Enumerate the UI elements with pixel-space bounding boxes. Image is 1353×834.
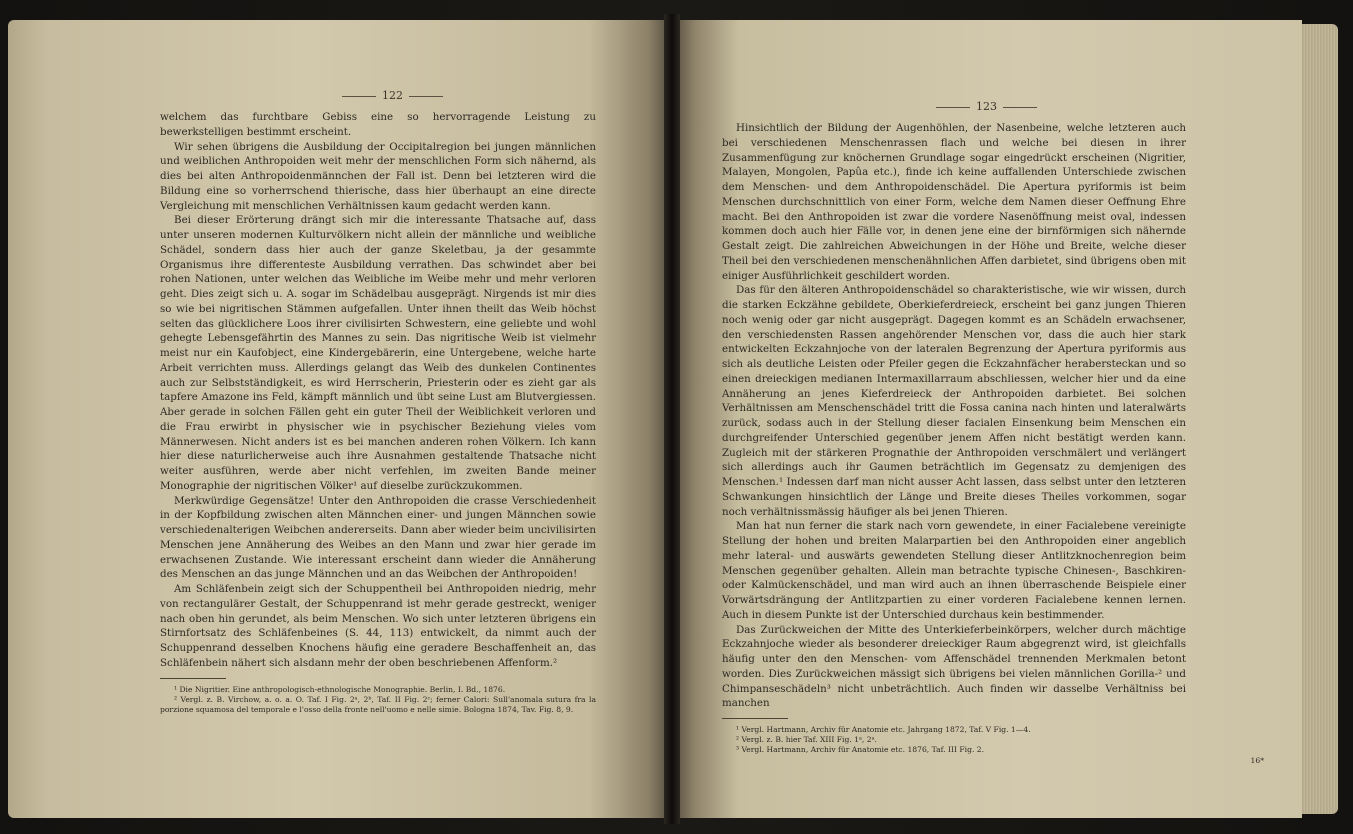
page-number-left <box>336 89 449 102</box>
paragraph: Wir sehen übrigens die Ausbildung der Occipitalregion bei jungen männlichen und weiblichen Anthropoiden weit mehr der menschlichen Form sich nähernd, als dies bei alten Anthropoidenmännchen der Fall ist. Denn bei letzteren wird die Bildung eine so vorherrschend thierische, dass hier überhaupt an eine directe Vergleichung mit menschlichen Verhältnissen kaum gedacht werden kann. <box>160 140 596 212</box>
paragraph: Bei dieser Erörterung drängt sich mir die interessante Thatsache auf, dass unter unseren modernen Kulturvölkern nicht allein der männliche und weibliche Schädel, sondern dass hier auch der ganze Skeletbau, ja der gesammte Organismus ihre differenteste Ausbildung verrathen. Das schwindet aber bei rohen Nationen, unter welchen das Weibliche im Weibe mehr und mehr verloren geht. Dies zeigt sich u. A. sogar im Schädelbau ausgeprägt. Nirgends ist mir dies so wie bei nigritischen Stämmen aufgefallen. Unter ihnen theilt das Weib höchst selten das glücklichere Loos ihrer civilisirten Schwestern, eine geliebte und wohl gehegte Lebensgefährtin des Mannes zu sein. Das nigritische Weib ist vielmehr meist nur ein Kaufobject, eine Kindergebärerin, eine Untergebene, welche harte Arbeit verrichten muss. Allerdings gelangt das Weib des dunkelen Continentes auch zur Selbstständigkeit, es wird Herrscherin, Priesterin oder es zieht gar als tapfere Amazone ins Feld, kämpft männlich und übt seine Lust am Blutvergiessen. Aber gerade in solchen Fällen geht ein guter Theil der Weiblichkeit verloren und die Frau erwirbt in physischer wie in psychischer Beziehung vieles vom Männerwesen. Nicht anders ist es bei manchen anderen rohen Völkern. Ich kann hier diese naturlicherweise auch ihre Ausnahmen gestaltende Thatsache nicht weiter ausführen, werde aber nicht verfehlen, im zweiten Bande meiner Monographie der nigritischen Völker¹ auf dieselbe zurückzukommen. <box>160 214 596 492</box>
footnote: ² Vergl. z. B. hier Taf. XIII Fig. 1ᵃ, 2ᵃ. <box>736 735 877 744</box>
footnote: ¹ Vergl. Hartmann, Archiv für Anatomie etc. Jahrgang 1872, Taf. V Fig. 1—4. <box>736 725 1031 734</box>
page-number-text: 122 <box>382 89 403 102</box>
footnote: ¹ Die Nigritier. Eine anthropologisch-ethnologische Monographie. Berlin, I. Bd., 1876. <box>174 684 506 694</box>
page-stack-edge <box>1302 24 1338 814</box>
page-number-text: 123 <box>976 100 997 113</box>
right-page-text <box>722 121 1186 755</box>
page-number-right <box>930 100 1043 113</box>
paragraph: Das Zurückweichen der Mitte des Unterkieferbeinkörpers, welcher durch mächtige Eckzahnjoche wieder als besonderer dreieckiger Raum abgegrenzt wird, ist gleichfalls häufig unter den den Menschen- vom Affenschädel trennenden Merkmalen betont worden. Dies Zurückweichen mässigt sich übrigens bei vielen männlichen Gorilla-² und Chimpanseschädeln³ nicht unbeträchtlich. Auch finden wir dasselbe Verhältniss bei manchen <box>722 623 1186 710</box>
paragraph: welchem das furchtbare Gebiss eine so hervorragende Leistung zu bewerkstelligen bestimmt erscheint. <box>160 111 596 138</box>
footnote-divider <box>722 718 788 719</box>
paragraph: Hinsichtlich der Bildung der Augenhöhlen, der Nasenbeine, welche letzteren auch bei verschiedenen Menschenrassen flach und welche bei diesen in ihrer Zusammenfügung zur knöchernen Grundlage sogar eingedrückt erscheinen (Nigritier, Malayen, Mongolen, Papûa etc.), finde ich keine auffallenden Unterschiede zwischen dem Menschen- und dem Anthropoidenschädel. Die Apertura pyriformis ist beim Menschen durchschnittlich von einer Form, welche dem Namen dieser Oeffnung Ehre macht. Bei den Anthropoiden ist zwar die vordere Nasenöffnung meist oval, indessen kommen doch auch hier Fälle vor, in denen jene eine der birnförmigen sich nähernde Gestalt zeigt. Die zahlreichen Abweichungen in der Höhe und Breite, welche dieser Theil bei den verschiedenen menschenähnlichen Affen darbietet, sind übrigens oben mit einiger Ausführlichkeit geschildert worden. <box>722 122 1186 282</box>
left-page <box>8 20 668 818</box>
left-page-text <box>160 110 596 715</box>
right-page <box>676 20 1302 818</box>
paragraph: Man hat nun ferner die stark nach vorn gewendete, in einer Facialebene vereinigte Stellung der hohen und breiten Malarpartien bei den Anthropoiden einer angeblich mehr lateral- und auswärts gewendeten Stellung dieser Antlitzknochenregion beim Menschen gegenüber gehalten. Allein man betrachte typische Chinesen-, Baschkiren- oder Kalmückenschädel, und man wird auch an ihnen überraschende Beispiele einer Vorwärtsdrängung der Antlitzpartien zu einer vorderen Facialebene kennen lernen. Auch in diesem Punkte ist der Unterschied durchaus kein bestimmender. <box>722 520 1186 621</box>
footnote: ² Vergl. z. B. Virchow, a. o. a. O. Taf. I Fig. 2ᵃ, 2ᵇ, Taf. II Fig. 2ᶜ; ferner Calori: Sull'anomala sutura fra la porzione squamosa del temporale e l'osso della fronte nell'uomo e nelle simie. Bologna 1874, Tav. Fig. 8, 9. <box>160 694 596 714</box>
book-gutter <box>664 14 680 824</box>
signature-mark: 16* <box>1250 756 1264 765</box>
paragraph: Am Schläfenbein zeigt sich der Schuppentheil bei Anthropoiden niedrig, mehr von rectangulärer Gestalt, der Schuppenrand ist mehr gerade gestreckt, weniger nach oben hin gerundet, als beim Menschen. Wo sich unter letzteren übrigens ein Stirnfortsatz des Schläfenbeines (S. 44, 113) entwickelt, da nimmt auch der Schuppenrand desselben Knochens häufig eine geradere Beschaffenheit an, das Schläfenbein nähert sich alsdann mehr der oben beschriebenen Affenform.² <box>160 583 596 669</box>
paragraph: Das für den älteren Anthropoidenschädel so charakteristische, wie wir wissen, durch die starken Eckzähne gebildete, Oberkieferdreieck, erscheint bei ganz jungen Thieren noch wenig oder gar nicht ausgeprägt. Dagegen kommt es an Schädeln erwachsener, den verschiedensten Rassen angehörender Menschen vor, dass die auch hier stark entwickelten Eckzahnjoche von der lateralen Begrenzung der Apertura pyriformis aus sich als deutliche Leisten oder Pfeiler gegen die Eckzahnfächer herabersteckan und so einen dreieckigen medianen Intermaxillarraum abschliessen, welcher hier und da eine Annäherung an jenes Kieferdreieck der Anthropoiden darbietet. Bei solchen Verhältnissen am Menschenschädel tritt die Fossa canina nach hinten und lateralwärts zurück, sodass auch in der Stellung dieser facialen Einsenkung beim Menschen ein durchgreifender Unterschied gegenüber jenem Affen nicht bestätigt werden kann. Zugleich mit der stärkeren Prognathie der Anthropoiden verschmälert und verlängert sich allerdings auch ihr Gaumen beträchtlich im Gegensatz zu demjenigen des Menschen.¹ Indessen darf man nicht ausser Acht lassen, dass selbst unter den letzteren Schwankungen hinsichtlich der Länge und Breite dieses Theiles vorkommen, sogar noch verhältnissmässig häufiger als bei jenen Thieren. <box>722 284 1186 518</box>
paragraph: Merkwürdige Gegensätze! Unter den Anthropoiden die crasse Verschiedenheit in der Kopfbildung zwischen alten Männchen einer- und jungen Männchen sowie verschiedenalterigen Weibchen andererseits. Dann aber wieder beim uncivilisirten Menschen jene Annäherung des Weibes an den Mann und zwar hier gerade im erwachsenen Zustande. Wie interessant erscheint dann wieder die Annäherung des Menschen an das junge Männchen und an das Weibchen der Anthropoiden! <box>160 494 596 581</box>
footnote: ³ Vergl. Hartmann, Archiv für Anatomie etc. 1876, Taf. III Fig. 2. <box>736 745 985 754</box>
footnote-divider <box>160 678 226 679</box>
